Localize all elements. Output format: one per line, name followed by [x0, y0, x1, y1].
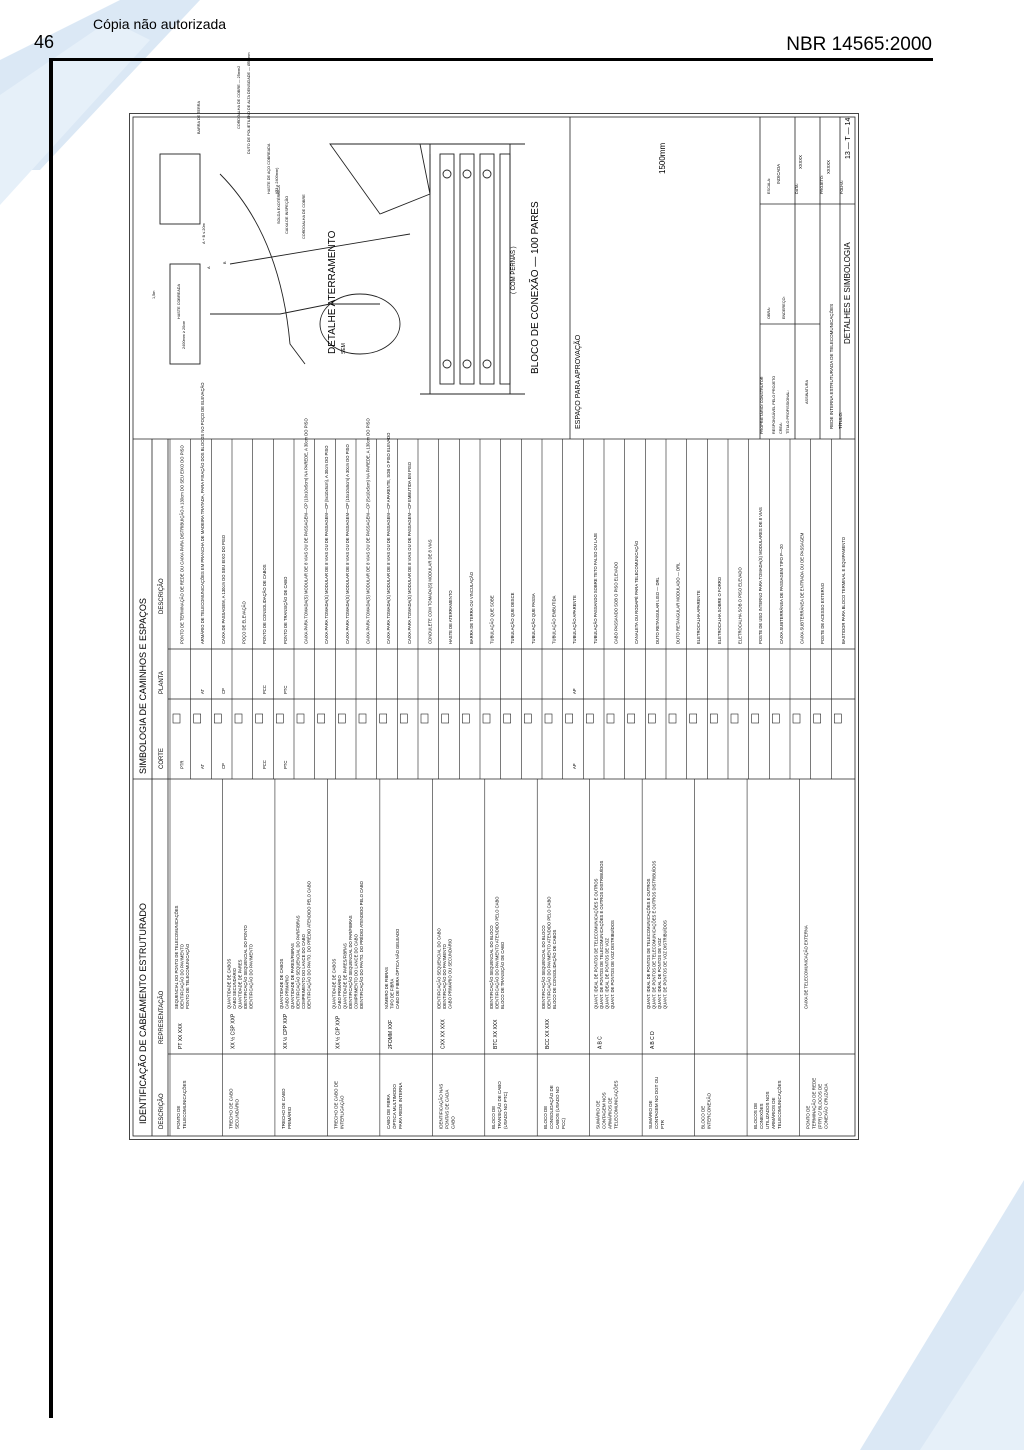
ident-row-desc: PCC) — [561, 1118, 567, 1129]
ident-row-note: QUANTIDADE DE PARES — [237, 959, 243, 1009]
tb-escala: ESCALA: — [767, 177, 771, 194]
ident-row-note: IDENTIFICAÇÃO DO PAVTO. DO PRÉDIO ATENDIDO PELO CABO — [358, 881, 364, 1009]
grounding-label: CORDOALHA DE COBRE — [302, 194, 306, 239]
ident-row-desc: BLOCOS DE — [753, 1102, 759, 1129]
ident-row-note: IDENTIFICAÇÃO SEQUENCIAL DO PONTO — [242, 925, 248, 1009]
left-rule — [49, 58, 53, 1418]
tb-responsavel: RESPONSÁVEL PELO PROJETO — [772, 375, 776, 434]
simb-row-desc: PONTO DE CONSOLIDAÇÃO DE CABOS — [262, 564, 268, 644]
simb-row-symbol — [710, 714, 717, 723]
simb-row-symbol — [586, 714, 593, 723]
grounding-label: 2400mm ≥ 20cm — [182, 320, 186, 349]
ident-row-note: IDENTIFICAÇÃO DO PAVIMENTO — [248, 944, 254, 1009]
ident-row-note: TIPO DE FIBRA — [389, 978, 395, 1009]
grounding-label: CAIXA DE INSPEÇÃO — [285, 195, 289, 234]
block-subtitle: ( COM PERNAS ) — [511, 246, 517, 294]
symbology-table-rows — [138, 382, 846, 779]
ident-row-code: A B C — [597, 1036, 604, 1049]
tb-projeto-val: XXXXX — [826, 160, 831, 174]
ident-row-desc: ARMÁRIOS DE — [771, 1097, 777, 1129]
ident-row-desc: CONSOLIDAÇÃO DE — [549, 1085, 555, 1129]
simb-row-desc: ELETROCALHA SOB O PISO ELEVADO — [737, 567, 743, 644]
ident-col-descricao: DESCRIÇÃO — [159, 1093, 165, 1129]
ident-row-note: IDENTIFICAÇÃO DO PAVIMENTO — [441, 944, 447, 1009]
ident-row-desc: PTR — [660, 1120, 666, 1129]
ident-row-note: CABO SECUNDÁRIO — [231, 968, 237, 1009]
ident-row-code: XX ½ CIP XXP — [335, 1015, 342, 1049]
simb-row-desc: DUTO RETANGULAR LISO — DRL — [654, 577, 660, 644]
simb-row-symbol — [421, 714, 428, 723]
ident-row-note: QUANT. DE PONTOS DE TELECOMUNICAÇÕES E OUTROS DISTRIBUÍDOS — [651, 860, 657, 1009]
simb-col-corte: CORTE — [159, 748, 165, 769]
grounding-label: A + B ≤ 20m — [202, 223, 206, 244]
grounding-label: A — [207, 266, 211, 269]
simb-row-planta: CP — [220, 688, 226, 694]
ident-row-note: QUANT. DE PONTOS DE TELECOMUNICAÇÕES E OUTROS DISTRIBUÍDOS — [599, 860, 605, 1009]
ident-row-code: PT XX XXX — [178, 1023, 184, 1049]
simb-row-symbol — [214, 714, 221, 723]
simb-row-desc: BASTIDOR PARA BLOCO TERMINAL E EQUIPAMENTO — [840, 536, 846, 644]
approval-area — [573, 334, 582, 429]
identification-table-rows — [138, 779, 829, 1136]
simb-row-desc: CAIXA DE PASSAGEM, A 130cm DO SEU EIXO DO PISO — [220, 534, 226, 644]
ident-row-note: CABO PRIMÁRIO — [336, 975, 342, 1009]
ident-row-note: IDENTIFICAÇÃO DO PAVTO. DO PRÉDIO ATENDIDO PELO CABO — [306, 881, 312, 1009]
simb-row-desc: TUBULAÇÃO PASSANDO SOBRE TETO FALSO OU LAJE — [592, 533, 598, 644]
inspection-box — [160, 154, 200, 224]
simb-row-planta: AT — [200, 688, 206, 694]
ident-row-note: BLOCO DE TRANSIÇÃO DE CABO — [499, 941, 505, 1009]
ident-row-code: BTC XX XXX — [492, 1019, 499, 1049]
simb-row-desc: ELETROCALHA SOBRE O FORRO — [716, 576, 722, 644]
ident-row-desc: TELECOMUNICAÇÕES — [182, 1080, 187, 1129]
simb-row-desc: BARRA DE TERRA OU VINCULAÇÃO — [468, 571, 474, 644]
ident-row-desc: SUMÁRIO DE — [595, 1100, 601, 1129]
watermark-text: Cópia não autorizada — [93, 16, 227, 32]
simb-row-corte: PCC — [262, 760, 268, 769]
simb-row-desc: TUBULAÇÃO QUE PASSA — [530, 593, 536, 644]
ident-row-note: SEQUENCIAL DO PONTO DE TELECOMUNICAÇÕES — [174, 905, 179, 1009]
simb-row-corte: PTC — [282, 760, 288, 769]
simb-row-desc: TUBULAÇÃO QUE DESCE — [510, 592, 516, 644]
ident-row-desc: TELECOMUNICAÇÕES — [777, 1080, 783, 1129]
grounding-label: BARRA DE TERRA — [197, 100, 201, 134]
ident-row-desc: SUMÁRIO DE — [648, 1100, 654, 1129]
simb-row-desc: CAIXA SUBTERRÂNEA DE ENTRADA OU DE PASSAGEM — [799, 532, 805, 644]
tb-projeto: PROJETO: — [820, 175, 824, 194]
simb-row-desc: CONDULETE COM TOMADA(S) MODULAR DE 8 VIAS — [427, 539, 433, 644]
ident-title: IDENTIFICAÇÃO DE CABEAMENTO ESTRUTURADO — [138, 903, 148, 1124]
grounding-label: DUTO DE POLIETILENO DE ALTA DENSIDADE — Ø50mm — [247, 52, 251, 154]
ident-row-desc: ARMÁRIOS DE — [607, 1097, 613, 1129]
simb-row-desc: PONTO DE TERMINAÇÃO DE REDE OU CAIXA PARA DISTRIBUIÇÃO A 130cm DO SEU EIXO DO PISO — [179, 445, 185, 644]
tb-crea: CREA: — [779, 422, 783, 434]
simb-col-planta: PLANTA — [159, 671, 165, 694]
ident-row-desc: TRANSIÇÃO DE CABO — [496, 1081, 502, 1129]
simb-row-desc: TUBULAÇÃO QUE SOBE — [489, 595, 495, 644]
tb-folha-label: FOLHA: — [840, 180, 844, 194]
simb-row-symbol — [462, 714, 469, 723]
ident-row-desc: CONTAGEM NOS — [601, 1092, 607, 1129]
ident-row-note: BLOCO DE CONSOLIDAÇÃO DE CABOS — [552, 929, 558, 1009]
ident-row-code: BCC XX XXX — [545, 1018, 552, 1049]
grounding-label: HASTE COBREADA — [177, 283, 181, 319]
simb-row-symbol — [545, 714, 552, 723]
ident-row-note: QUANT. IDEAL DE PONTOS DE VOZ — [657, 938, 663, 1009]
grounding-label: B — [223, 261, 227, 264]
simb-row-symbol — [194, 714, 201, 723]
tb-assinatura: ASSINATURA — [805, 380, 809, 404]
simb-row-symbol — [772, 714, 779, 723]
simb-col-descricao: DESCRIÇÃO — [159, 578, 165, 614]
ident-row-desc: CONEXÃO CRUZADA — [823, 1083, 829, 1129]
ident-row-note: IDENTIFICAÇÃO SEQUENCIAL DO CABO — [436, 928, 442, 1009]
ident-row-desc: CABO DE FIBRA — [385, 1094, 391, 1129]
ident-row-desc: SECUNDÁRIO — [234, 1098, 240, 1129]
ident-row-desc: IDENTIFICAÇÃO NAS — [438, 1083, 444, 1129]
ident-row-desc: TRECHO DE CABO — [228, 1088, 234, 1129]
page-number: 46 — [34, 32, 55, 52]
ident-row-desc: TRECHO DE CABO — [280, 1088, 286, 1129]
simb-row-desc: CAIXA PARA TOMADA(S) MODULAR DE 8 VIAS OU DE PASSAGEM—CP (10x10x5cm) A 30cm DO PISO — [344, 444, 350, 644]
simb-row-symbol — [566, 714, 573, 723]
ident-row-desc: PRIMÁRIO — [286, 1106, 292, 1129]
ident-row-desc: TRECHO DE CABO DE — [333, 1080, 339, 1129]
ident-row-note: CABO DE FIBRA ÓPTICA NÃO GELEADO — [394, 928, 400, 1009]
simb-row-symbol — [173, 714, 180, 723]
grounding-detail — [160, 144, 430, 364]
simb-row-desc: ARMÁRIO DE TELECOMUNICAÇÕES EM PRANCHA DE MADEIRA TRATADA, PARA FIXAÇÃO DOS BLOCOS NO POÇO DE ELEVAÇÃO — [200, 382, 206, 644]
simb-row-desc: PONTO DE TRANSIÇÃO DE CABO — [282, 576, 288, 644]
ident-row-note: QUANTIDADE DE CABOS — [331, 958, 337, 1009]
tb-folha: 13 — T — 14 — [845, 117, 852, 159]
simb-row-symbol — [834, 714, 841, 723]
simb-row-symbol — [648, 714, 655, 723]
grounding-label: 1,5m — [152, 290, 156, 299]
simb-row-desc: CAIXA PARA TOMADA(S) MODULAR DE 8 VIAS OU DE PASSAGEM—CP (5x10x5cm) NA PAREDE, A 130cm DO PISO — [365, 418, 371, 644]
ident-row-note: IDENTIFICAÇÃO SEQUENCIAL DO BLOCO — [488, 925, 494, 1009]
grounding-label: HASTE DE AÇO COBREADA — [267, 143, 271, 194]
tb-obra: OBRA: — [767, 307, 771, 319]
simb-row-symbol — [524, 714, 531, 723]
ident-row-note: COMPRIMENTO DO LANCE DO CABO — [353, 934, 359, 1009]
tb-titulo-prof: TÍTULO PROFISSIONAL: — [786, 390, 790, 434]
tb-main-title: DETALHES E SIMBOLOGIA — [843, 242, 852, 344]
ident-row-desc: CONTAGEM NO DGT OU — [654, 1076, 660, 1129]
ident-row-desc: INTERCONEXÃO — [706, 1092, 712, 1129]
simb-row-corte: PTR — [179, 760, 185, 769]
drawing-sheet — [129, 52, 859, 1140]
simb-row-desc: DUTO RETANGULAR MODULADO — DRL — [675, 562, 681, 644]
ident-col-representacao: REPRESENTAÇÃO — [159, 990, 165, 1044]
grounding-scale: SEM — [341, 343, 347, 354]
tb-data-val: XXXXX — [798, 155, 803, 169]
block-labels — [511, 143, 667, 374]
ident-row-note: CAIXA DE TELECOMUNICAÇÃO EXTERNA — [803, 925, 809, 1009]
simb-row-symbol — [359, 714, 366, 723]
simb-row-desc: CAIXA PARA TOMADA(S) MODULAR DE 8 VIAS OU DE PASSAGEM—CP EMBUTIDA EM PISO — [406, 461, 412, 644]
simb-row-symbol — [318, 714, 325, 723]
tb-titulo-val: REDE INTERNA ESTRUTURADA DE TELECOMUNICAÇÕES — [829, 303, 834, 429]
ident-row-note: IDENTIFICAÇÃO DO PAVIMENTO ATENDIDO PELO CABO — [546, 896, 552, 1009]
ident-row-code: CXX XX XXX — [440, 1019, 447, 1049]
ident-row-desc: BLOCO DE — [700, 1105, 706, 1129]
ident-row-desc: CONEXÕES — [759, 1103, 765, 1129]
ident-row-desc: UTILIZADOS NOS — [765, 1091, 771, 1129]
simb-row-symbol — [442, 714, 449, 723]
simb-row-desc: CAIXA PARA TOMADA(S) MODULAR DE 8 VIAS OU DE PASSAGEM—CP (10x10x5cm) NA PAREDE, A 30cm DO PISO — [303, 418, 309, 644]
grounding-label: CORDOALHA DE COBRE — 25mm2 — [237, 65, 241, 129]
ident-row-code: XX ½ CSP XXP — [230, 1013, 237, 1049]
ident-row-note: CABO PRIMÁRIO — [284, 975, 290, 1009]
ident-row-note: IDENTIFICAÇÃO DO PAVIMENTO — [179, 944, 185, 1009]
simb-row-planta: AP — [572, 688, 578, 694]
ident-row-desc: BLOCO DE — [543, 1105, 549, 1129]
simb-row-symbol — [752, 714, 759, 723]
ident-row-note: IDENTIFICAÇÃO DO PAVIMENTO ATENDIDO PELO CABO — [494, 896, 500, 1009]
simb-row-symbol — [380, 714, 387, 723]
simb-row-symbol — [338, 714, 345, 723]
ident-row-note: COMPRIMENTO DO LANCE DO CABO — [300, 934, 306, 1009]
simb-row-symbol — [297, 714, 304, 723]
simb-row-symbol — [628, 714, 635, 723]
tb-proprietario: PROPRIETÁRIO/ CONSTRUTOR — [760, 376, 764, 434]
ident-row-desc: PONTO DE — [176, 1105, 181, 1129]
ident-row-desc: BLOCO DE — [490, 1105, 496, 1129]
title-block — [760, 118, 852, 434]
simb-row-planta: PTC — [282, 685, 288, 694]
block-frame — [430, 144, 510, 394]
simb-title: SIMBOLOGIA DE CAMINHOS E ESPAÇOS — [138, 598, 148, 774]
grounding-label: (Ø3 x 2400mm) — [275, 167, 279, 194]
ident-row-desc: CABO — [450, 1116, 456, 1129]
grounding-label: SOLDA EXOTÉRMICA — [277, 185, 281, 224]
ident-row-desc: TERMINAÇÃO DE REDE — [811, 1077, 817, 1129]
block-title: BLOCO DE CONEXÃO — 100 PARES — [530, 201, 541, 374]
simb-row-symbol — [235, 714, 242, 723]
ident-row-note: QUANT. DE PONTOS DE VOZ DISTRIBUÍDOS — [610, 920, 616, 1009]
ident-row-note: IDENTIFICAÇÃO SEQUENCIAL DO PAR/FIBRAS — [347, 915, 353, 1009]
simb-row-desc: HASTE DE ATERRAMENTO — [448, 590, 454, 644]
simb-row-corte: AT — [200, 763, 206, 769]
simb-row-symbol — [256, 714, 263, 723]
simb-row-symbol — [669, 714, 676, 723]
ident-row-note: PONTO DE TELECOMUNICAÇÃO — [185, 943, 190, 1009]
simb-row-desc: POSTE DE USO INTERNO PARA TOMADA(S) MODULARES DE 8 VIAS — [758, 507, 764, 644]
ident-row-note: QUANTIDADE DE CABOS — [226, 958, 232, 1009]
tb-data: DATA: — [795, 183, 799, 194]
simb-row-desc: POSTE DE ACESSO EXTERNO — [820, 583, 826, 644]
standard-code: NBR 14565:2000 — [786, 34, 932, 55]
ident-row-note: QUANT. IDEAL DE PONTOS DE TELECOMUNICAÇÕES E OUTROS — [593, 878, 599, 1009]
ident-row-note: IDENTIFICAÇÃO SEQUENCIAL DO PAR/FIBRAS — [295, 915, 301, 1009]
simb-row-symbol — [504, 714, 511, 723]
ident-row-code: XX ½ CPP XXP — [282, 1013, 289, 1049]
ident-row-desc: INTERLIGAÇÃO — [339, 1095, 345, 1129]
header-rule — [49, 58, 933, 61]
ident-row-desc: PONTAS DE CADA — [444, 1089, 450, 1129]
ident-row-note: QUANT. IDEAL DE PONTOS DE TELECOMUNICAÇÕES E OUTROS — [646, 878, 652, 1009]
ident-row-note: CABO PRIMÁRIO OU SECUNDÁRIO — [447, 938, 453, 1009]
ident-row-code: A B C D — [650, 1031, 657, 1049]
ident-row-desc: ÓPTICA MULTIMODO — [391, 1084, 397, 1129]
grounding-title: DETALHE ATERRAMENTO — [327, 230, 338, 354]
ident-row-note: QUANTIDADE DE PARES/FIBRAS — [289, 943, 295, 1009]
simb-row-symbol — [483, 714, 490, 723]
ident-row-desc: PONTO DE — [805, 1105, 811, 1129]
ident-row-desc: PARA REDE INTERNA — [397, 1082, 403, 1129]
ident-row-note: QUANTIDADE DE CABOS — [278, 958, 284, 1009]
ident-row-note: QUANTIDADE DE PARES/FIBRAS — [342, 943, 348, 1009]
connection-block — [420, 144, 525, 394]
tb-escala-val: INDICADA — [776, 163, 781, 184]
simb-row-symbol — [731, 714, 738, 723]
ident-row-desc: (PTR) C/ BLOCOS DE — [817, 1083, 823, 1129]
simb-row-corte: CP — [220, 763, 226, 769]
simb-row-desc: CAIXA PARA TOMADA(S) MODULAR DE 8 VIAS OU DE PASSAGEM—CP (5x10x5cm), A 30cm DO PISO — [324, 445, 330, 644]
block-dimension: 1500mm — [658, 142, 667, 174]
technical-drawing — [130, 52, 858, 1139]
simb-row-symbol — [814, 714, 821, 723]
simb-row-symbol — [793, 714, 800, 723]
simb-row-desc: POÇO DE ELEVAÇÃO — [241, 601, 247, 644]
simb-row-symbol — [607, 714, 614, 723]
ident-row-desc: (USADO NO PTC) — [502, 1091, 508, 1129]
ident-row-desc: CABOS (USADO NO — [555, 1086, 561, 1129]
simb-row-desc: TUBULAÇÃO APARENTE — [572, 595, 578, 644]
simb-row-symbol — [400, 714, 407, 723]
tb-titulo: TÍTULO: — [838, 411, 843, 429]
simb-row-planta: PCC — [262, 685, 268, 694]
ident-row-note: IDENTIFICAÇÃO SEQUENCIAL DO BLOCO — [541, 925, 547, 1009]
ident-row-note: NÚMERO DE FIBRAS — [383, 967, 389, 1009]
ident-row-note: QUANT. IDEAL DE PONTOS DE VOZ — [604, 938, 610, 1009]
approval-label: ESPAÇO PARA APROVAÇÃO — [575, 334, 582, 429]
ident-row-code: 2FOMM XXF — [387, 1019, 394, 1049]
simb-row-corte: AP — [572, 763, 578, 769]
simb-row-desc: TUBULAÇÃO EMBUTIDA — [551, 595, 557, 644]
simb-row-desc: ELETROCALHA APARENTE — [696, 590, 702, 644]
ident-row-desc: TELECOMUNICAÇÕES — [613, 1080, 619, 1129]
simb-row-symbol — [276, 714, 283, 723]
simb-row-desc: CAIXA PARA TOMADA(S) MODULAR DE 8 VIAS OU DE PASSAGEM—CP APARENTE, SOB O PISO ELEVADO — [386, 432, 392, 644]
simb-row-desc: CABO PASSANDO SOB O PISO ELEVADO — [613, 561, 619, 644]
ident-row-note: QUANT. DE PONTOS DE VOZ DISTRIBUÍDOS — [662, 920, 668, 1009]
simb-row-symbol — [690, 714, 697, 723]
tb-endereco: ENDEREÇO: — [782, 296, 786, 319]
simb-row-desc: CANALETA OU RODAPÉ PARA TELECOMUNICAÇÃO — [634, 540, 640, 644]
simb-row-desc: CAIXA SUBTERRÂNEA DE PASSAGEM TIPO P—20 — [778, 544, 784, 644]
